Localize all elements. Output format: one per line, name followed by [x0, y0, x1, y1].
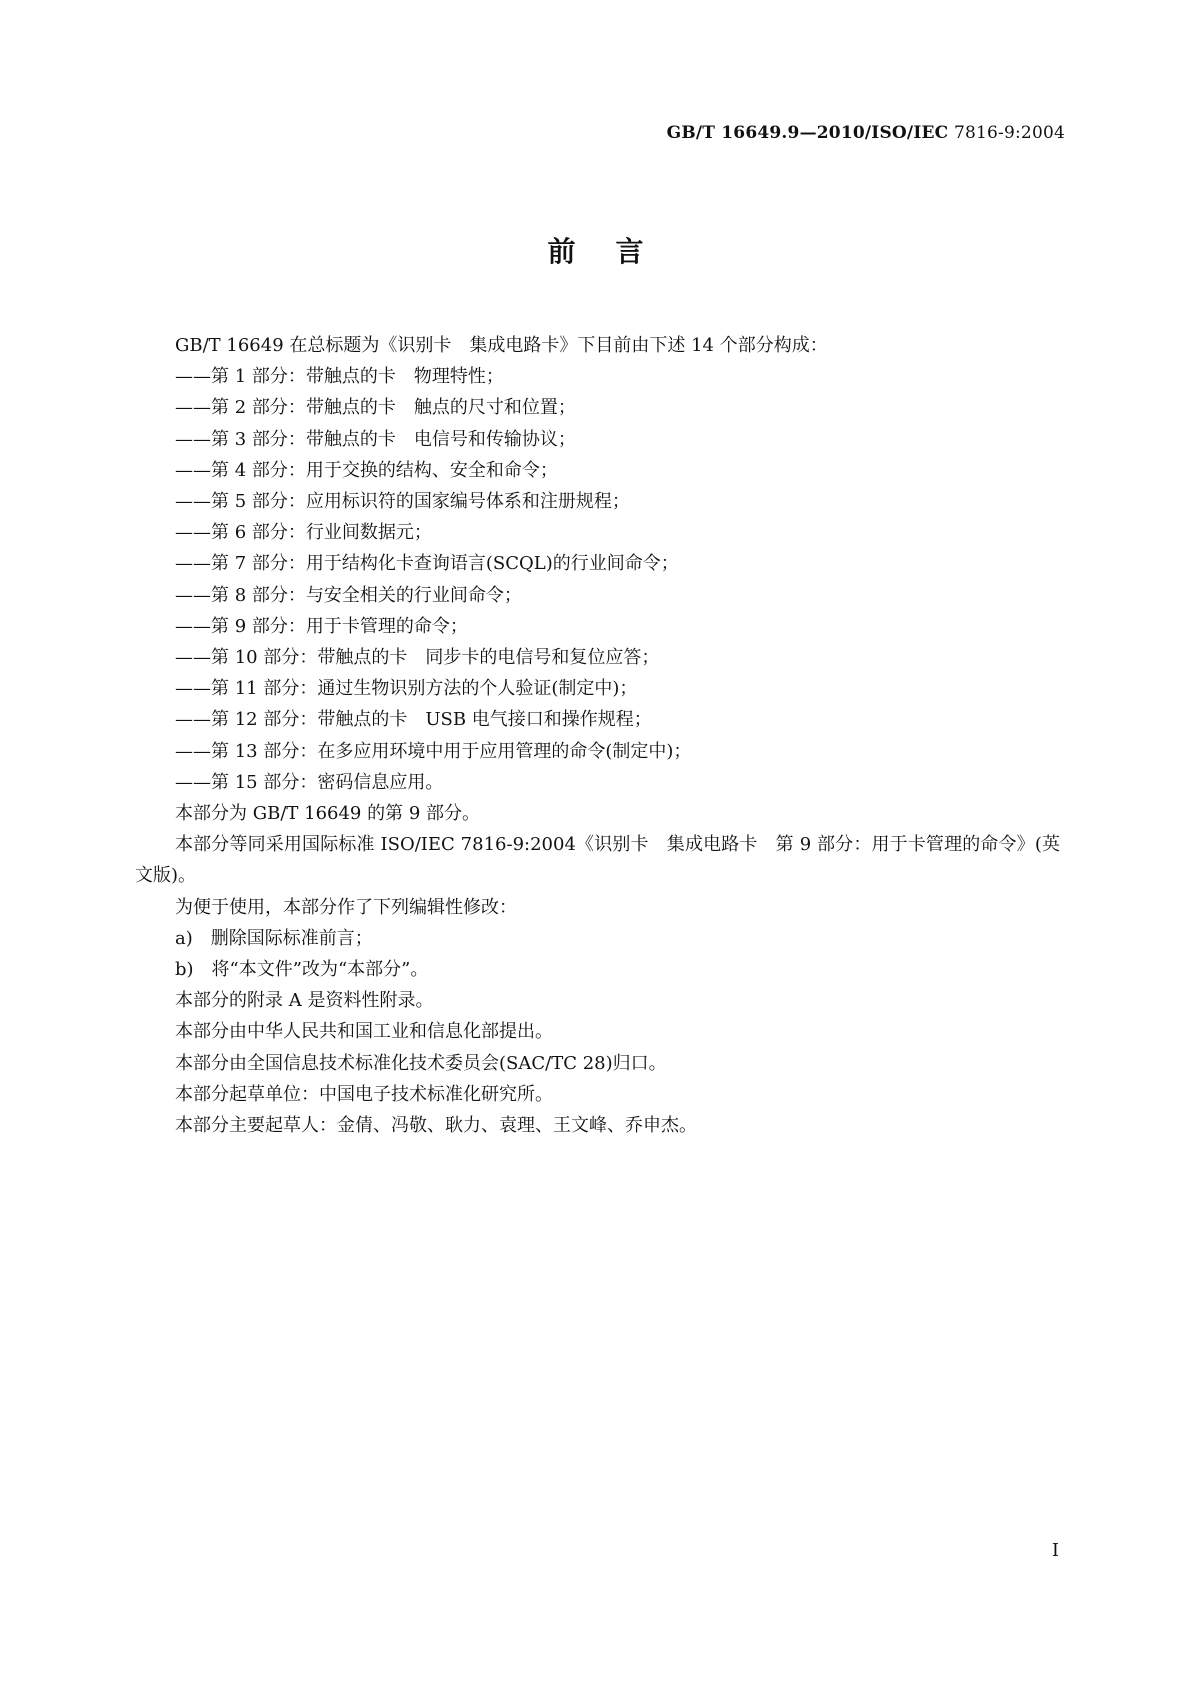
- part-item-1: ——第 1 部分：带触点的卡 物理特性；: [175, 366, 504, 388]
- part-item-13: ——第 13 部分：在多应用环境中用于应用管理的命令(制定中)；: [175, 740, 692, 762]
- part-item-3: ——第 3 部分：带触点的卡 电信号和传输协议；: [175, 428, 576, 450]
- part-item-4: ——第 4 部分：用于交换的结构、安全和命令；: [175, 459, 558, 481]
- page-number: I: [1051, 1540, 1059, 1561]
- part-item-10: ——第 10 部分：带触点的卡 同步卡的电信号和复位应答；: [175, 647, 660, 669]
- intro-paragraph: GB/T 16649 在总标题为《识别卡 集成电路卡》下目前由下述 14 个部分构成：: [175, 335, 828, 356]
- part-item-11: ——第 11 部分：通过生物识别方法的个人验证(制定中)；: [175, 678, 638, 700]
- proposed-by-paragraph: 本部分由中华人民共和国工业和信息化部提出。: [175, 1021, 553, 1043]
- part-item-5: ——第 5 部分：应用标识符的国家编号体系和注册规程；: [175, 491, 630, 513]
- part-item-12: ——第 12 部分：带触点的卡 USB 电气接口和操作规程；: [175, 709, 652, 731]
- annex-paragraph: 本部分的附录 A 是资料性附录。: [175, 990, 434, 1012]
- standard-code-bold: GB/T 16649.9—2010/ISO/IEC: [666, 123, 949, 143]
- edit-item-a: a) 删除国际标准前言；: [175, 927, 373, 949]
- foreword-body: [135, 330, 1060, 1141]
- page-title: 前言: [547, 235, 684, 268]
- this-part-paragraph: 本部分为 GB/T 16649 的第 9 部分。: [175, 803, 480, 825]
- part-item-7: ——第 7 部分：用于结构化卡查询语言(SCQL)的行业间命令；: [175, 553, 679, 575]
- part-item-2: ——第 2 部分：带触点的卡 触点的尺寸和位置；: [175, 397, 576, 419]
- standard-code-regular: 7816-9:2004: [948, 123, 1065, 143]
- standard-code: [667, 123, 1065, 143]
- edits-intro-paragraph: 为便于使用，本部分作了下列编辑性修改：: [175, 896, 517, 918]
- part-item-6: ——第 6 部分：行业间数据元；: [175, 522, 432, 544]
- part-item-9: ——第 9 部分：用于卡管理的命令；: [175, 615, 468, 637]
- centralized-by-paragraph: 本部分由全国信息技术标准化技术委员会(SAC/TC 28)归口。: [175, 1052, 667, 1074]
- adoption-paragraph: 本部分等同采用国际标准 ISO/IEC 7816-9:2004《识别卡 集成电路卡 第 9 部分：用于卡管理的命令》(英文版)。: [135, 834, 1060, 887]
- part-item-15: ——第 15 部分：密码信息应用。: [175, 771, 444, 793]
- drafters-paragraph: 本部分主要起草人：金倩、冯敬、耿力、袁理、王文峰、乔申杰。: [175, 1115, 697, 1137]
- edit-item-b: b) 将“本文件”改为“本部分”。: [175, 959, 429, 981]
- drafting-unit-paragraph: 本部分起草单位：中国电子技术标准化研究所。: [175, 1083, 553, 1105]
- part-item-8: ——第 8 部分：与安全相关的行业间命令；: [175, 584, 522, 606]
